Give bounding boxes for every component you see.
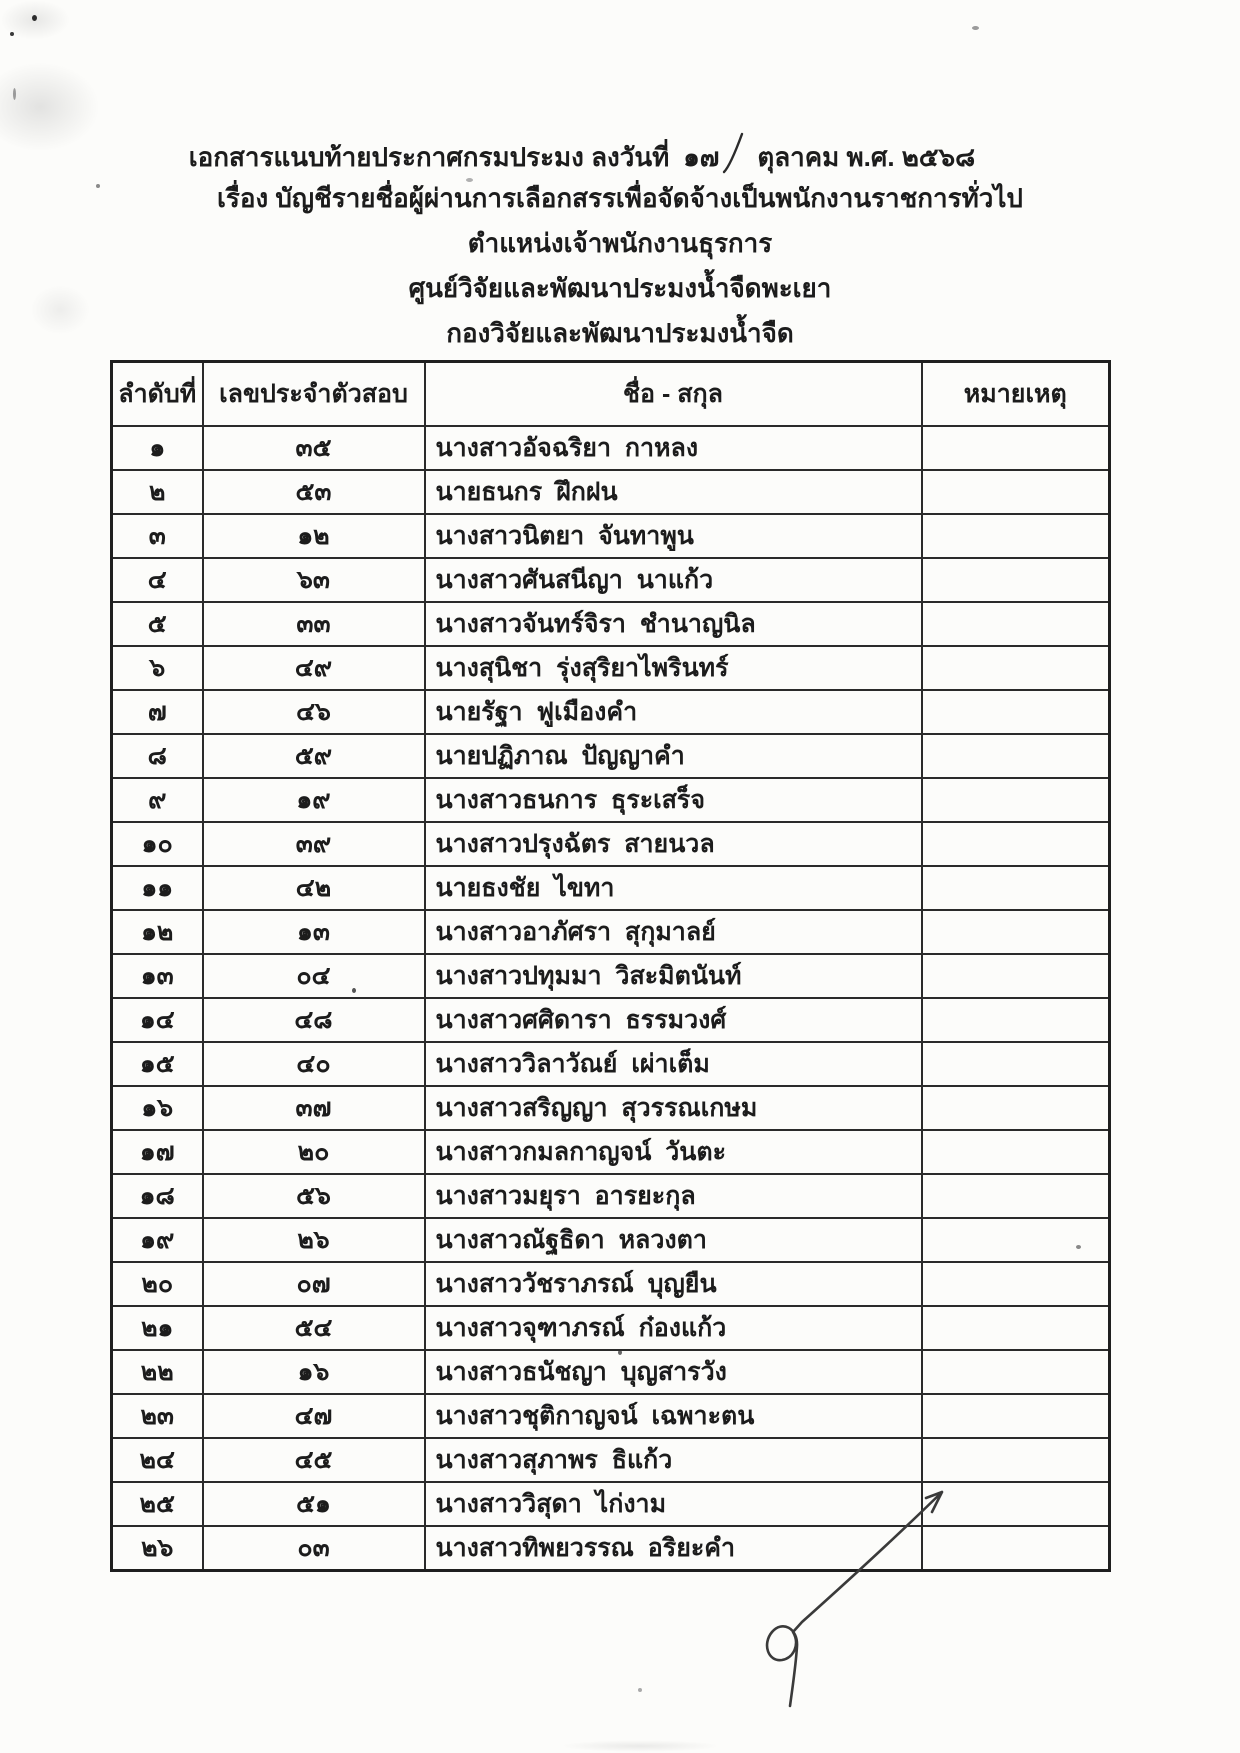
row-order-cell: ๑๓ bbox=[112, 954, 203, 998]
scan-speck bbox=[13, 88, 16, 100]
row-exam-id-cell: ๔๒ bbox=[203, 866, 425, 910]
scan-speck bbox=[638, 1688, 642, 1692]
row-name-cell: นางสาวธนัชญา บุญสารวัง bbox=[425, 1350, 922, 1394]
row-order-cell: ๑๒ bbox=[112, 910, 203, 954]
candidate-roster-table bbox=[110, 360, 1111, 1572]
row-remark-cell bbox=[922, 1174, 1110, 1218]
row-exam-id-cell: ๕๔ bbox=[203, 1306, 425, 1350]
row-remark-cell bbox=[922, 1086, 1110, 1130]
row-order-cell: ๒๔ bbox=[112, 1438, 203, 1482]
row-exam-id-cell: ๔๘ bbox=[203, 998, 425, 1042]
announcement-prefix: เอกสารแนบท้ายประกาศกรมประมง ลงวันที่ bbox=[188, 142, 670, 172]
row-name-cell: นายปฏิภาณ ปัญญาคำ bbox=[425, 734, 922, 778]
row-name-cell: นางสุนิชา รุ่งสุริยาไพรินทร์ bbox=[425, 646, 922, 690]
row-exam-id-cell: ๔๗ bbox=[203, 1394, 425, 1438]
row-remark-cell bbox=[922, 1042, 1110, 1086]
row-exam-id-cell: ๓๙ bbox=[203, 822, 425, 866]
header-line-center: ศูนย์วิจัยและพัฒนาประมงน้ำจืดพะเยา bbox=[408, 273, 832, 303]
row-remark-cell bbox=[922, 514, 1110, 558]
column-header-exam-id: เลขประจำตัวสอบ bbox=[203, 362, 425, 426]
table-row bbox=[112, 1306, 1110, 1350]
row-exam-id-cell: ๖๓ bbox=[203, 558, 425, 602]
row-remark-cell bbox=[922, 1306, 1110, 1350]
row-name-cell: นางสาวทิพยวรรณ อริยะคำ bbox=[425, 1526, 922, 1571]
scan-speck bbox=[10, 32, 14, 36]
row-exam-id-cell: ๓๓ bbox=[203, 602, 425, 646]
row-order-cell: ๑๑ bbox=[112, 866, 203, 910]
row-name-cell: นางสาวธนการ ธุระเสร็จ bbox=[425, 778, 922, 822]
row-name-cell: นางสาวจุฑาภรณ์ ก๋องแก้ว bbox=[425, 1306, 922, 1350]
row-name-cell: นางสาวอาภัศรา สุกุมาลย์ bbox=[425, 910, 922, 954]
row-remark-cell bbox=[922, 646, 1110, 690]
table-row bbox=[112, 778, 1110, 822]
table-row bbox=[112, 470, 1110, 514]
row-exam-id-cell: ๒๖ bbox=[203, 1218, 425, 1262]
table-row bbox=[112, 1130, 1110, 1174]
row-remark-cell bbox=[922, 734, 1110, 778]
row-name-cell: นางสาวชุติกาญจน์ เฉพาะตน bbox=[425, 1394, 922, 1438]
row-order-cell: ๒ bbox=[112, 470, 203, 514]
row-exam-id-cell: ๑๙ bbox=[203, 778, 425, 822]
row-exam-id-cell: ๒๐ bbox=[203, 1130, 425, 1174]
row-remark-cell bbox=[922, 866, 1110, 910]
table-header-row bbox=[112, 362, 1110, 426]
table-row bbox=[112, 558, 1110, 602]
signature-scribble bbox=[690, 1460, 980, 1730]
row-remark-cell bbox=[922, 998, 1110, 1042]
row-remark-cell bbox=[922, 1350, 1110, 1394]
table-row bbox=[112, 1394, 1110, 1438]
row-order-cell: ๑ bbox=[112, 426, 203, 470]
scan-speck bbox=[32, 15, 37, 21]
row-order-cell: ๑๙ bbox=[112, 1218, 203, 1262]
table-row bbox=[112, 954, 1110, 998]
row-exam-id-cell: ๑๒ bbox=[203, 514, 425, 558]
row-name-cell: นางสาววัชราภรณ์ บุญยืน bbox=[425, 1262, 922, 1306]
row-name-cell: นางสาวสุภาพร ธิแก้ว bbox=[425, 1438, 922, 1482]
row-name-cell: นางสาวสริญญา สุวรรณเกษม bbox=[425, 1086, 922, 1130]
row-order-cell: ๑๗ bbox=[112, 1130, 203, 1174]
row-exam-id-cell: ๑๓ bbox=[203, 910, 425, 954]
table-row bbox=[112, 998, 1110, 1042]
row-order-cell: ๑๕ bbox=[112, 1042, 203, 1086]
header-line-subject: เรื่อง บัญชีรายชื่อผู้ผ่านการเลือกสรรเพื่อจัดจ้างเป็นพนักงานราชการทั่วไป bbox=[217, 183, 1023, 213]
row-order-cell: ๙ bbox=[112, 778, 203, 822]
row-order-cell: ๒๓ bbox=[112, 1394, 203, 1438]
row-exam-id-cell: ๕๓ bbox=[203, 470, 425, 514]
row-name-cell: นายธนกร ฝึกฝน bbox=[425, 470, 922, 514]
document-header bbox=[0, 131, 1240, 356]
row-remark-cell bbox=[922, 558, 1110, 602]
row-name-cell: นางสาวนิตยา จันทาพูน bbox=[425, 514, 922, 558]
row-remark-cell bbox=[922, 602, 1110, 646]
table-row bbox=[112, 514, 1110, 558]
header-line-announcement bbox=[0, 131, 1202, 176]
table-row bbox=[112, 1350, 1110, 1394]
row-exam-id-cell: ๓๗ bbox=[203, 1086, 425, 1130]
row-order-cell: ๑๐ bbox=[112, 822, 203, 866]
row-order-cell: ๔ bbox=[112, 558, 203, 602]
table-row bbox=[112, 1262, 1110, 1306]
row-exam-id-cell: ๕๙ bbox=[203, 734, 425, 778]
column-header-order: ลำดับที่ bbox=[112, 362, 203, 426]
row-name-cell: นางสาวปทุมมา วิสะมิตนันท์ bbox=[425, 954, 922, 998]
column-header-name: ชื่อ - สกุล bbox=[425, 362, 922, 426]
row-name-cell: นายธงชัย ไขทา bbox=[425, 866, 922, 910]
row-order-cell: ๕ bbox=[112, 602, 203, 646]
row-exam-id-cell: ๔๙ bbox=[203, 646, 425, 690]
table-row bbox=[112, 426, 1110, 470]
row-remark-cell bbox=[922, 1262, 1110, 1306]
row-order-cell: ๒๐ bbox=[112, 1262, 203, 1306]
row-exam-id-cell: ๓๕ bbox=[203, 426, 425, 470]
table-row bbox=[112, 690, 1110, 734]
table-row bbox=[112, 822, 1110, 866]
row-order-cell: ๘ bbox=[112, 734, 203, 778]
row-remark-cell bbox=[922, 426, 1110, 470]
row-remark-cell bbox=[922, 1394, 1110, 1438]
row-name-cell: นางสาวกมลกาญจน์ วันตะ bbox=[425, 1130, 922, 1174]
table-row bbox=[112, 734, 1110, 778]
row-order-cell: ๒๒ bbox=[112, 1350, 203, 1394]
row-remark-cell bbox=[922, 1218, 1110, 1262]
row-name-cell: นางสาวศศิดารา ธรรมวงศ์ bbox=[425, 998, 922, 1042]
row-remark-cell bbox=[922, 690, 1110, 734]
row-order-cell: ๒๕ bbox=[112, 1482, 203, 1526]
row-exam-id-cell: ๕๖ bbox=[203, 1174, 425, 1218]
table-row bbox=[112, 866, 1110, 910]
row-order-cell: ๗ bbox=[112, 690, 203, 734]
column-header-remark: หมายเหตุ bbox=[922, 362, 1110, 426]
table-row bbox=[112, 1174, 1110, 1218]
row-order-cell: ๑๖ bbox=[112, 1086, 203, 1130]
row-name-cell: นางสาววิลาวัณย์ เผ่าเต็ม bbox=[425, 1042, 922, 1086]
table-row bbox=[112, 1042, 1110, 1086]
row-order-cell: ๒๖ bbox=[112, 1526, 203, 1571]
row-name-cell: นางสาวณัฐธิดา หลวงตา bbox=[425, 1218, 922, 1262]
row-exam-id-cell: ๔๐ bbox=[203, 1042, 425, 1086]
scan-smudge bbox=[560, 1740, 720, 1752]
row-exam-id-cell: ๐๓ bbox=[203, 1526, 425, 1571]
row-exam-id-cell: ๔๕ bbox=[203, 1438, 425, 1482]
header-line-division: กองวิจัยและพัฒนาประมงน้ำจืด bbox=[446, 318, 794, 348]
table-row bbox=[112, 1086, 1110, 1130]
row-exam-id-cell: ๕๑ bbox=[203, 1482, 425, 1526]
row-remark-cell bbox=[922, 954, 1110, 998]
row-exam-id-cell: ๔๖ bbox=[203, 690, 425, 734]
handwritten-slash-icon bbox=[721, 131, 745, 175]
date-day: ๑๗ bbox=[683, 142, 720, 172]
announcement-suffix: ตุลาคม พ.ศ. ๒๕๖๘ bbox=[757, 142, 976, 172]
row-remark-cell bbox=[922, 778, 1110, 822]
table-row bbox=[112, 1218, 1110, 1262]
row-name-cell: นางสาวปรุงฉัตร สายนวล bbox=[425, 822, 922, 866]
row-order-cell: ๑๘ bbox=[112, 1174, 203, 1218]
row-order-cell: ๓ bbox=[112, 514, 203, 558]
header-line-position: ตำแหน่งเจ้าพนักงานธุรการ bbox=[467, 228, 773, 258]
row-name-cell: นางสาวศันสนีญา นาแก้ว bbox=[425, 558, 922, 602]
row-exam-id-cell: ๑๖ bbox=[203, 1350, 425, 1394]
row-remark-cell bbox=[922, 470, 1110, 514]
table-row bbox=[112, 910, 1110, 954]
row-exam-id-cell: ๐๔ bbox=[203, 954, 425, 998]
table-row bbox=[112, 602, 1110, 646]
row-name-cell: นางสาวอัจฉริยา กาหลง bbox=[425, 426, 922, 470]
row-name-cell: นายรัฐา ฟูเมืองคำ bbox=[425, 690, 922, 734]
row-name-cell: นางสาววิสุดา ไก่งาม bbox=[425, 1482, 922, 1526]
row-remark-cell bbox=[922, 822, 1110, 866]
row-order-cell: ๒๑ bbox=[112, 1306, 203, 1350]
row-exam-id-cell: ๐๗ bbox=[203, 1262, 425, 1306]
row-order-cell: ๑๔ bbox=[112, 998, 203, 1042]
row-name-cell: นางสาวมยุรา อารยะกุล bbox=[425, 1174, 922, 1218]
row-remark-cell bbox=[922, 1130, 1110, 1174]
table-body bbox=[112, 426, 1110, 1571]
table-row bbox=[112, 646, 1110, 690]
scan-speck bbox=[972, 26, 979, 30]
row-order-cell: ๖ bbox=[112, 646, 203, 690]
row-remark-cell bbox=[922, 910, 1110, 954]
row-name-cell: นางสาวจันทร์จิรา ชำนาญนิล bbox=[425, 602, 922, 646]
